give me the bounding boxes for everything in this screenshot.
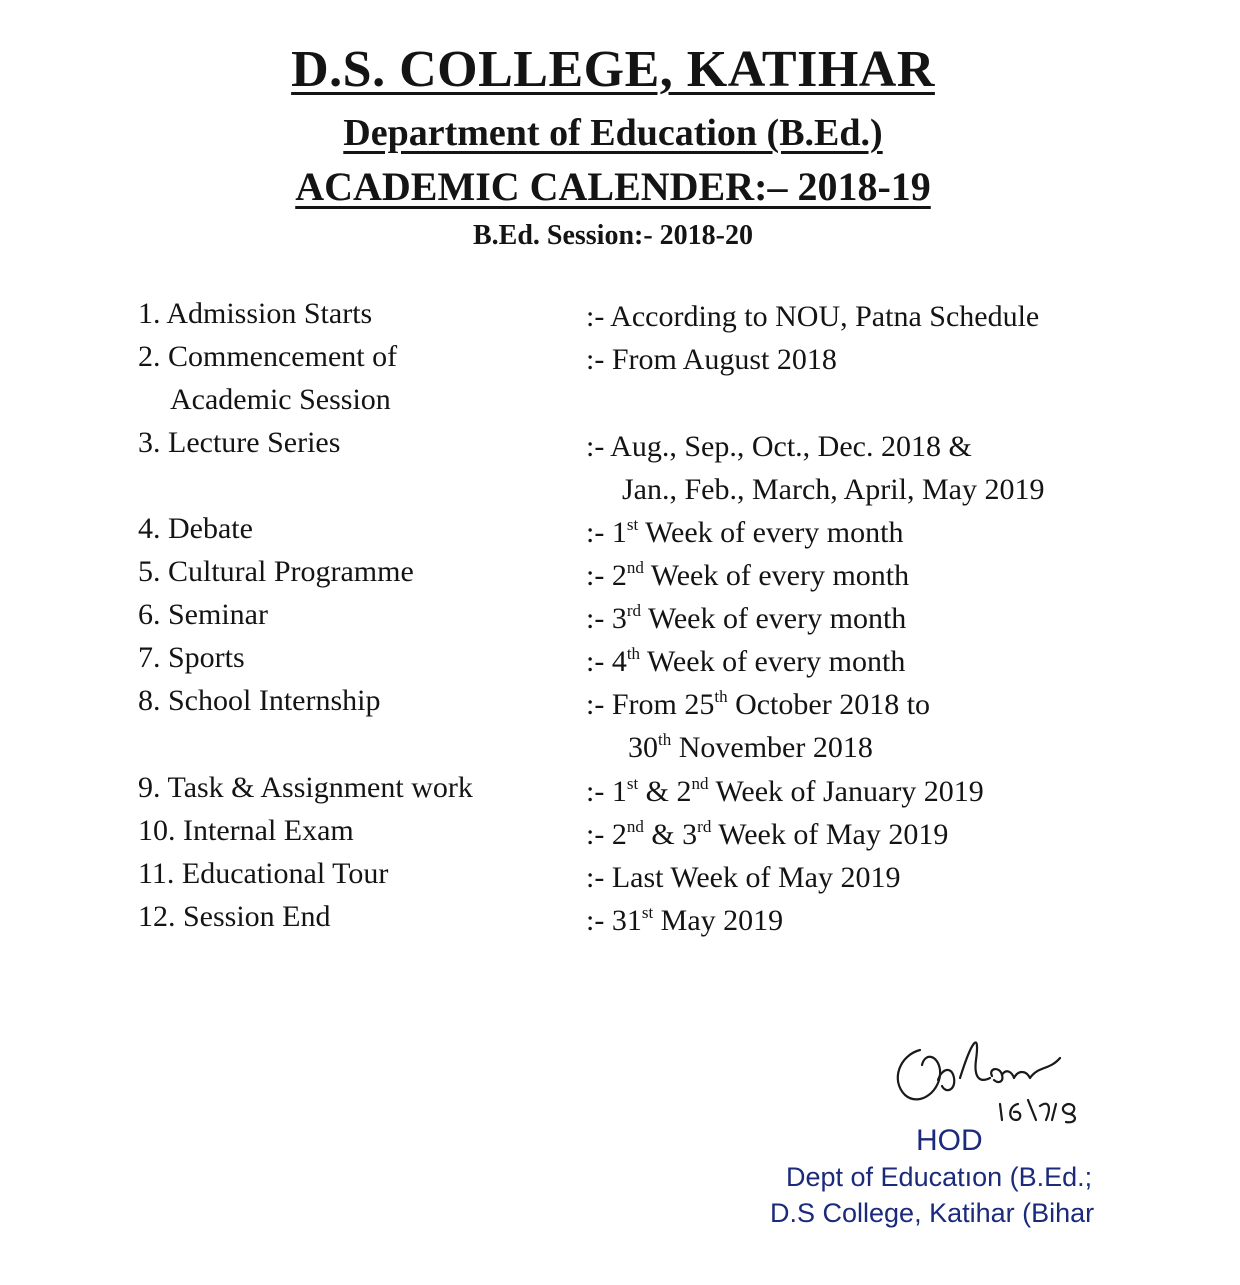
item-value: :- From August 2018	[586, 343, 837, 376]
item-label: 11. Educational Tour	[138, 857, 389, 890]
session-label: B.Ed. Session:- 2018-20	[472, 220, 754, 251]
item-label: 12. Session End	[138, 900, 331, 933]
department-title: Department of Education (B.Ed.)	[343, 112, 883, 154]
item-label: 6. Seminar	[138, 598, 268, 631]
item-value: :- According to NOU, Patna Schedule	[586, 300, 1040, 333]
item-value: :- 31st May 2019	[586, 903, 784, 937]
item-value: :- 2nd Week of every month	[586, 558, 910, 592]
item-value: :- From 25th October 2018 to	[586, 687, 931, 721]
item-value: :- 4th Week of every month	[586, 644, 906, 678]
item-label: 7. Sports	[138, 641, 245, 674]
stamp-line-2: D.S College, Katihar (Bihar	[770, 1198, 1095, 1228]
item-label: 1. Admission Starts	[138, 297, 373, 330]
handwritten-signature	[880, 1020, 1100, 1130]
item-label: 10. Internal Exam	[138, 814, 354, 847]
item-label-continued: Academic Session	[170, 383, 391, 416]
item-label: 3. Lecture Series	[138, 426, 341, 459]
item-value: :- Last Week of May 2019	[586, 861, 901, 894]
item-label: 4. Debate	[138, 512, 253, 545]
item-label: 5. Cultural Programme	[138, 555, 414, 588]
calendar-title: ACADEMIC CALENDER:– 2018-19	[295, 164, 931, 209]
item-value: :- Aug., Sep., Oct., Dec. 2018 &	[586, 430, 972, 463]
item-label: 8. School Internship	[138, 684, 381, 717]
item-label: 9. Task & Assignment work	[138, 771, 473, 804]
item-value: :- 2nd & 3rd Week of May 2019	[586, 817, 949, 851]
item-value: :- 1st Week of every month	[586, 515, 904, 549]
item-label: 2. Commencement of	[138, 340, 398, 373]
hod-title: HOD	[916, 1124, 983, 1157]
item-value: :- 3rd Week of every month	[586, 601, 907, 635]
item-value-continued: 30th November 2018	[628, 730, 873, 764]
stamp-line-1: Dept of Educatıon (B.Ed.;	[786, 1162, 1093, 1192]
item-value-continued: Jan., Feb., March, April, May 2019	[622, 473, 1045, 506]
item-value: :- 1st & 2nd Week of January 2019	[586, 774, 984, 808]
college-title: D.S. COLLEGE, KATIHAR	[291, 41, 935, 98]
